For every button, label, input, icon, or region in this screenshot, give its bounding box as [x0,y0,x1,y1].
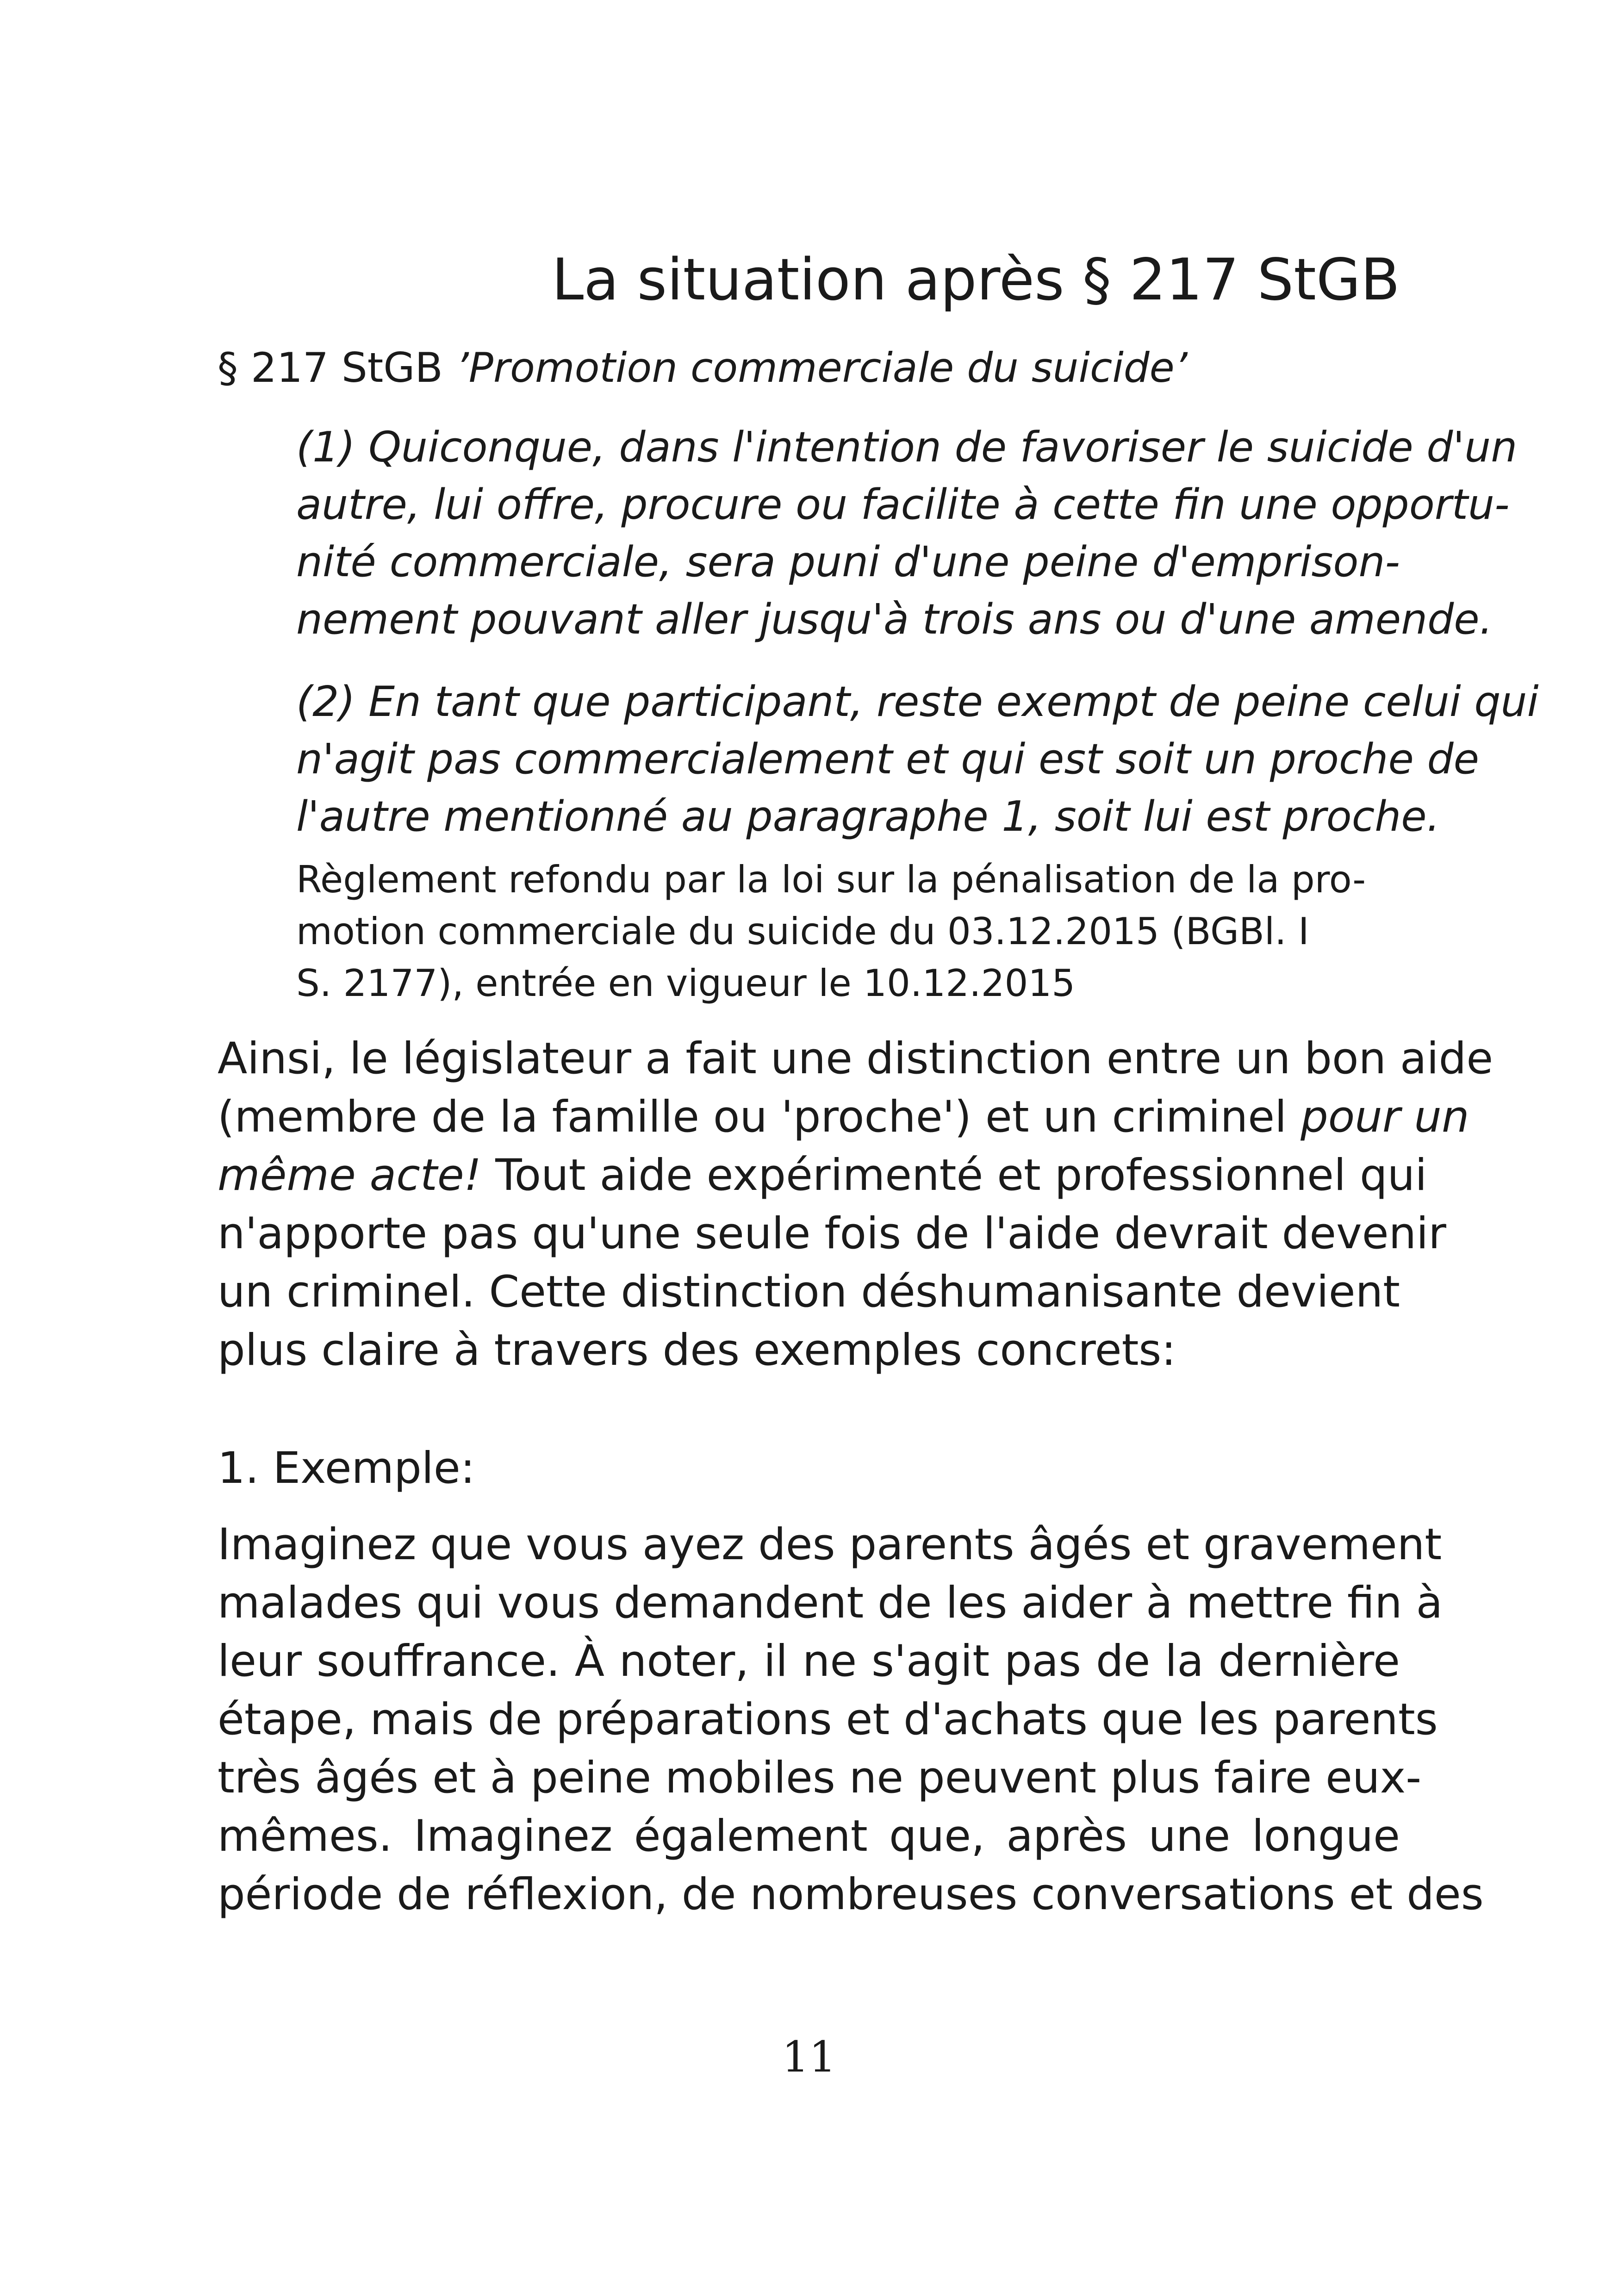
law-paragraph-1-line: autre, lui offre, procure ou facilite à cette fin une opportu- [296,480,1510,529]
intro-line [218,1088,1469,1146]
amendment-note-line: motion commerciale du suicide du 03.12.2015 (BGBl. I [296,910,1309,953]
example-line: Imaginez que vous ayez des parents âgés et gravement [218,1519,1442,1570]
intro-paragraph [218,1030,1494,1380]
law-reference-prefix: § 217 StGB [218,344,456,392]
example-line: leur souffrance. À noter, il ne s'agit pas de la dernière [218,1636,1400,1686]
intro-line: un criminel. Cette distinction déshumanisante devient [218,1267,1400,1317]
example-line: très âgés et à peine mobiles ne peuvent plus faire eux- [218,1753,1422,1803]
intro-line-normal: (membre de la famille ou 'proche') et un criminel [218,1092,1301,1142]
intro-line: n'apporte pas qu'une seule fois de l'aide devrait devenir [218,1208,1446,1259]
amendment-note-line: Règlement refondu par la loi sur la pénalisation de la pro- [296,858,1366,901]
example-line: malades qui vous demandent de les aider à mettre fin à [218,1578,1443,1628]
amendment-note [296,854,1400,1009]
law-paragraph-2-line: n'agit pas commercialement et qui est soit un proche de [296,735,1479,784]
law-paragraph-1-line: (1) Quiconque, dans l'intention de favoriser le suicide d'un [296,423,1518,472]
example-line: étape, mais de préparations et d'achats que les parents [218,1694,1438,1745]
law-paragraph-2 [296,673,1539,846]
intro-line-normal: Tout aide expérimenté et professionnel qui [481,1150,1427,1201]
example-paragraph [218,1516,1484,1924]
intro-line: plus claire à travers des exemples concrets: [218,1325,1176,1375]
intro-line [218,1146,1427,1205]
law-paragraph-1-line: nement pouvant aller jusqu'à trois ans ou d'une amende. [296,595,1493,644]
page-number: 11 [782,2032,836,2082]
example-line: période de réflexion, de nombreuses conversations et des [218,1869,1484,1920]
intro-line: Ainsi, le législateur a fait une distinction entre un bon aide [218,1033,1494,1084]
law-paragraph-1-line: nité commerciale, sera puni d'une peine d'emprison- [296,538,1400,586]
law-reference-title: ’Promotion commerciale du suicide’ [455,344,1188,392]
law-reference [218,340,1400,396]
intro-line-emphasis: même acte! [218,1150,482,1201]
intro-line-emphasis: pour un [1301,1092,1469,1142]
example-line: mêmes. Imaginez également que, après une longue [218,1811,1400,1861]
example-heading: 1. Exemple: [218,1443,475,1493]
page-heading: La situation après § 217 StGB [552,247,1400,313]
amendment-note-line: S. 2177), entrée en vigueur le 10.12.2015 [296,962,1076,1005]
law-paragraph-1 [296,419,1518,648]
law-paragraph-2-line: (2) En tant que participant, reste exempt de peine celui qui [296,678,1539,726]
law-paragraph-2-line: l'autre mentionné au paragraphe 1, soit lui est proche. [296,792,1440,841]
